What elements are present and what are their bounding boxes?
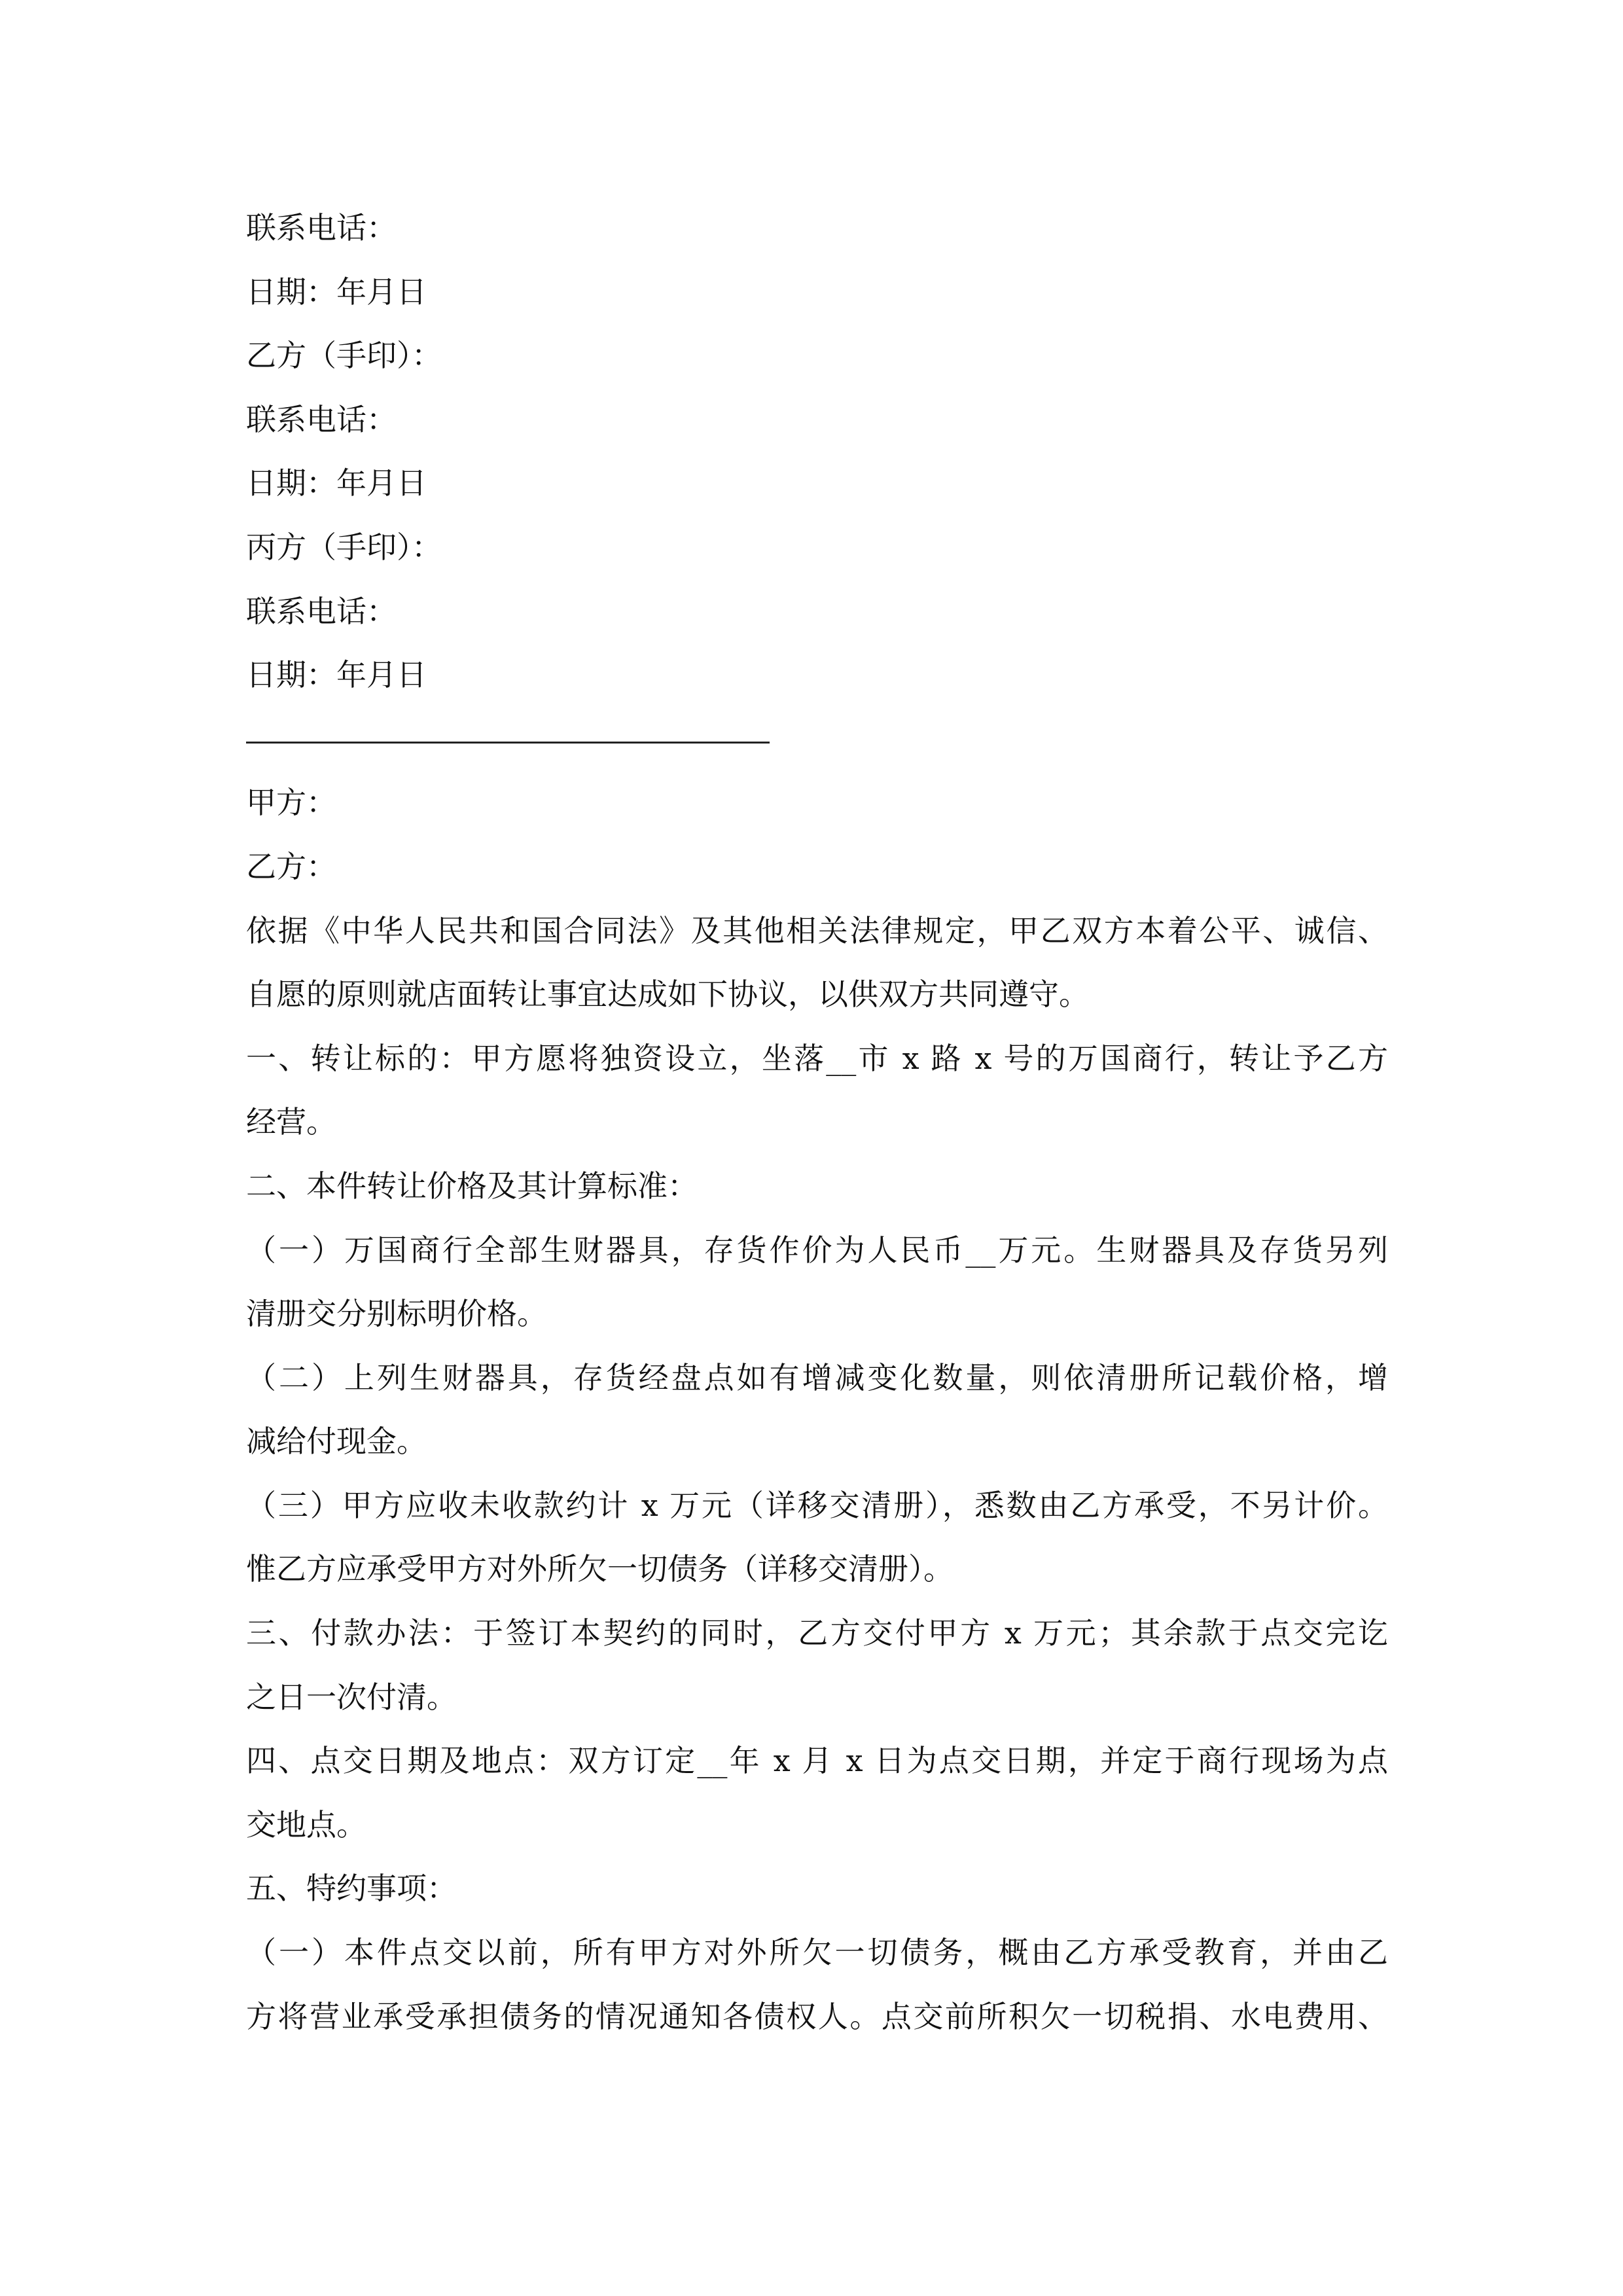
signature-phone-line: 联系电话： bbox=[246, 210, 397, 245]
clause-2-3-line: （三）甲方应收未收款约计 x 万元（详移交清册），悉数由乙方承受，不另计价。 bbox=[246, 1487, 1388, 1523]
clause-4-line: 四、点交日期及地点：双方订定__年 x 月 x 日为点交日期，并定于商行现场为点 bbox=[246, 1743, 1388, 1779]
party-c-fingerprint-line: 丙方（手印）： bbox=[246, 529, 442, 565]
clause-1-line: 经营。 bbox=[246, 1104, 336, 1140]
clause-1-line: 一、转让标的：甲方愿将独资设立，坐落__市 x 路 x 号的万国商行，转让予乙方 bbox=[246, 1040, 1388, 1076]
clause-4-line: 交地点。 bbox=[246, 1806, 366, 1842]
clause-3-line: 三、付款办法：于签订本契约的同时，乙方交付甲方 x 万元；其余款于点交完讫 bbox=[246, 1615, 1388, 1651]
clause-2-2-line: （二）上列生财器具，存货经盘点如有增减变化数量，则依清册所记载价格，增 bbox=[246, 1359, 1388, 1395]
clause-2-1-line: 清册交分别标明价格。 bbox=[246, 1296, 547, 1332]
signature-phone-line: 联系电话： bbox=[246, 401, 397, 437]
document-body bbox=[246, 196, 1388, 2049]
clause-5-1-line: （一）本件点交以前，所有甲方对外所欠一切债务，概由乙方承受教育，并由乙 bbox=[246, 1935, 1388, 1971]
clause-5-1-line: 方将营业承受承担债务的情况通知各债权人。点交前所积欠一切税捐、水电费用、 bbox=[246, 1998, 1388, 2034]
section-divider bbox=[246, 708, 1388, 772]
signature-date-line: 日期：年月日 bbox=[246, 657, 427, 693]
signature-date-line: 日期：年月日 bbox=[246, 274, 427, 310]
signature-date-line: 日期：年月日 bbox=[246, 465, 427, 501]
clause-2-heading: 二、本件转让价格及其计算标准： bbox=[246, 1168, 698, 1204]
clause-3-line: 之日一次付清。 bbox=[246, 1679, 457, 1715]
clause-2-3-line: 惟乙方应承受甲方对外所欠一切债务（详移交清册）。 bbox=[246, 1551, 954, 1587]
party-b-fingerprint-line: 乙方（手印）： bbox=[246, 338, 442, 374]
clause-2-2-line: 减给付现金。 bbox=[246, 1424, 427, 1460]
party-b-line: 乙方： bbox=[246, 848, 336, 884]
clause-5-heading: 五、特约事项： bbox=[246, 1871, 457, 1907]
divider-rule bbox=[246, 742, 770, 744]
preamble-line: 自愿的原则就店面转让事宜达成如下协议，以供双方共同遵守。 bbox=[246, 977, 1089, 1013]
party-a-line: 甲方： bbox=[246, 785, 336, 821]
clause-2-1-line: （一）万国商行全部生财器具，存货作价为人民币__万元。生财器具及存货另列 bbox=[246, 1232, 1388, 1268]
preamble-line: 依据《中华人民共和国合同法》及其他相关法律规定，甲乙双方本着公平、诚信、 bbox=[246, 912, 1388, 948]
signature-phone-line: 联系电话： bbox=[246, 593, 397, 629]
